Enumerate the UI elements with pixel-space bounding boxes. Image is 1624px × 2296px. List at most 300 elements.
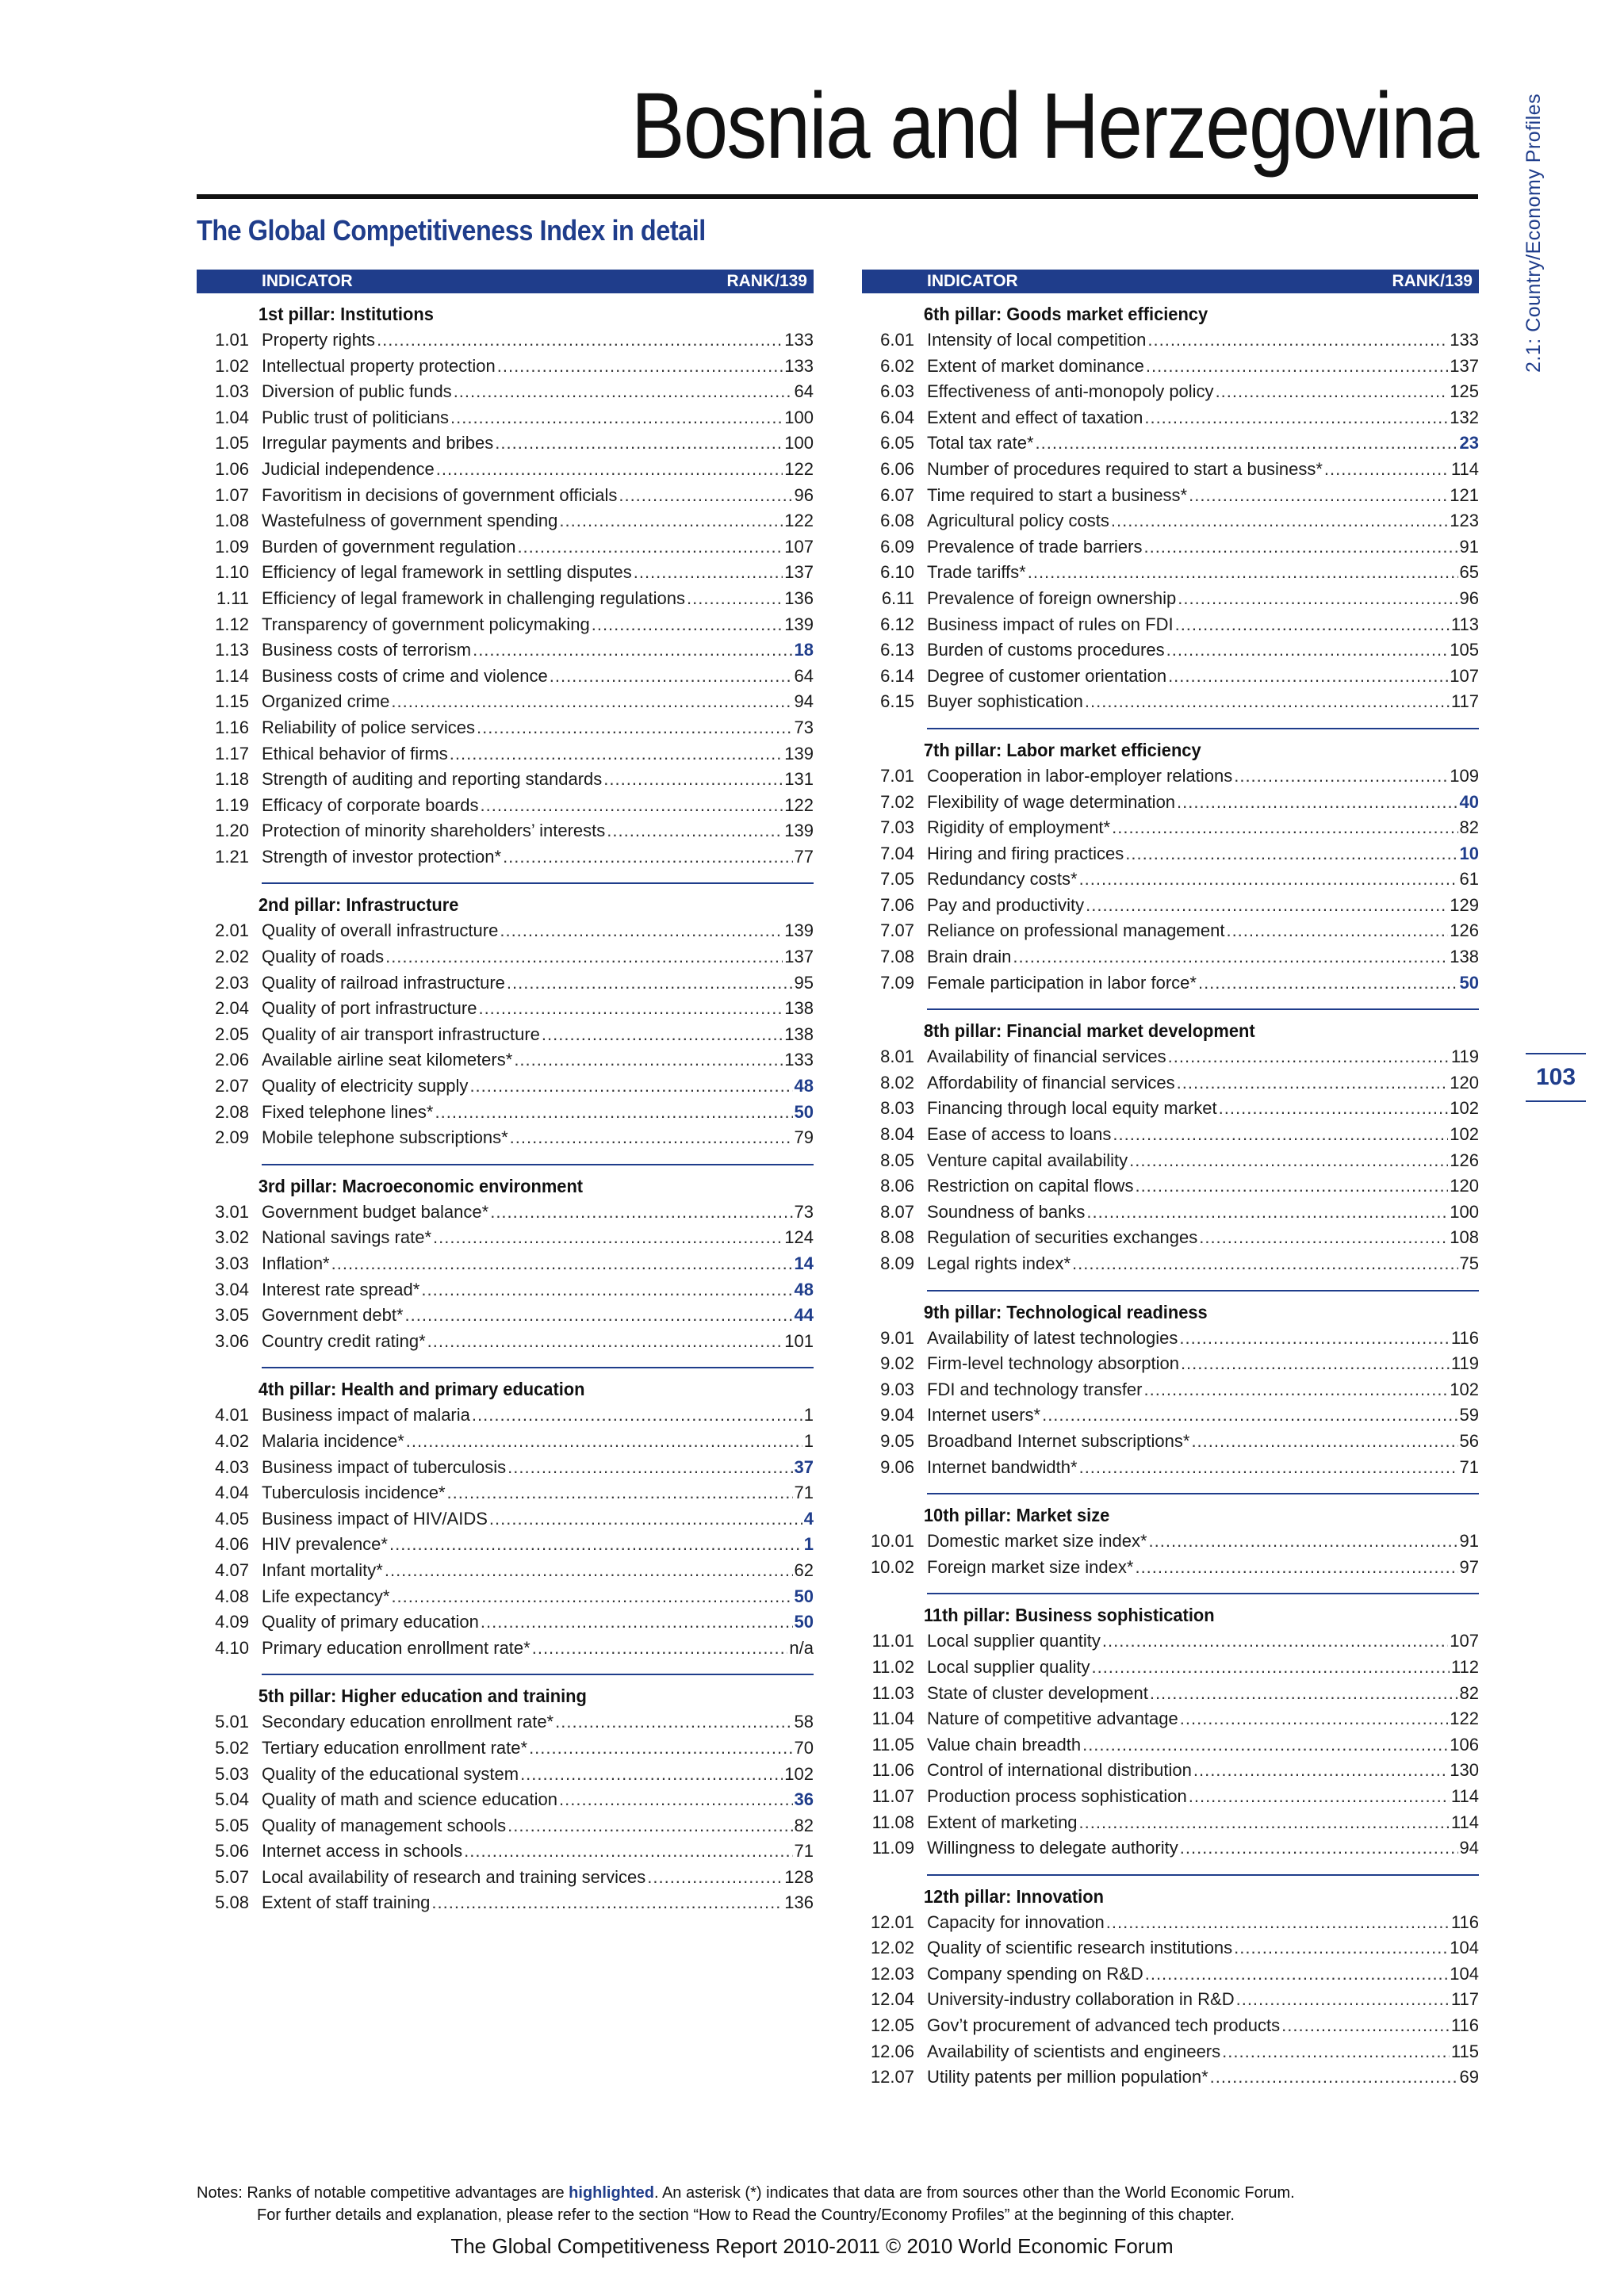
rank-value: 65	[1459, 562, 1479, 583]
dot-leader	[391, 1584, 792, 1610]
indicator-row	[197, 1402, 814, 1429]
rank-value: 96	[794, 484, 814, 505]
pillar-content	[197, 301, 814, 870]
pillar-title: 2nd pillar: Infrastructure	[258, 894, 459, 916]
dot-leader	[1168, 664, 1448, 690]
indicator-code: 2.09	[215, 1127, 249, 1148]
dot-leader	[1234, 763, 1448, 790]
dot-leader	[478, 996, 783, 1022]
rank-value-highlighted: 23	[1459, 433, 1479, 453]
notes-line-2: For further details and explanation, please refer to the section “How to Read the Country/Economy Profiles” at the beginning of this chapter.	[257, 2206, 1235, 2224]
dot-leader	[495, 430, 783, 457]
indicator-label: Quality of port infrastructure	[262, 998, 477, 1019]
indicator-code: 12.04	[870, 1989, 914, 2010]
indicator-code: 11.02	[871, 1656, 914, 1677]
indicator-code: 4.02	[215, 1430, 249, 1451]
indicator-label: Ease of access to loans	[927, 1124, 1112, 1145]
indicator-row	[862, 1200, 1479, 1226]
indicator-label: Local supplier quantity	[927, 1631, 1101, 1651]
indicator-label: Favoritism in decisions of government officials	[262, 484, 618, 505]
indicator-label: Property rights	[262, 330, 376, 350]
dot-leader	[1210, 2064, 1458, 2091]
rank-value: 119	[1450, 1353, 1479, 1374]
rank-value: 107	[1450, 665, 1479, 686]
rank-value: 129	[1450, 894, 1479, 915]
indicator-label: Prevalence of foreign ownership	[927, 587, 1177, 608]
rank-value-highlighted: 37	[794, 1456, 814, 1477]
rank-value: 139	[784, 743, 814, 763]
indicator-code: 2.04	[215, 998, 249, 1019]
indicator-label: State of cluster development	[927, 1682, 1148, 1703]
rank-value: 117	[1450, 1989, 1479, 2010]
indicator-row	[862, 1225, 1479, 1251]
dot-leader	[1181, 1351, 1450, 1377]
indicator-label: Time required to start a business*	[927, 484, 1188, 505]
dot-leader	[1180, 1706, 1449, 1732]
rank-value: 95	[794, 972, 814, 993]
indicator-label: Availability of latest technologies	[927, 1327, 1178, 1348]
rank-value: 117	[1450, 691, 1479, 712]
dot-leader	[508, 1813, 792, 1839]
dot-leader	[490, 1200, 792, 1226]
indicator-label: Number of procedures required to start a business*	[927, 458, 1323, 479]
indicator-code: 5.08	[215, 1892, 249, 1913]
indicator-row	[197, 1200, 814, 1226]
pillar-title: 1st pillar: Institutions	[258, 304, 434, 324]
indicator-code: 7.08	[880, 947, 914, 967]
indicator-code: 6.05	[880, 433, 914, 453]
indicator-row	[862, 354, 1479, 380]
pillar-content	[862, 1018, 1479, 1276]
indicator-code: 2.07	[215, 1076, 249, 1096]
indicator-label: Intensity of local competition	[927, 330, 1147, 350]
rank-value: 58	[794, 1712, 814, 1732]
indicator-row	[197, 1584, 814, 1610]
indicator-code: 8.01	[880, 1047, 914, 1067]
indicator-label: Internet bandwidth*	[927, 1456, 1078, 1477]
rank-value: 122	[1450, 1709, 1479, 1729]
indicator-row	[862, 1173, 1479, 1200]
indicator-label: Strength of investor protection*	[262, 846, 502, 867]
rank-value: 59	[1459, 1405, 1479, 1425]
indicator-code: 2.02	[215, 947, 249, 967]
pillar-section	[880, 1290, 1479, 1481]
indicator-row	[862, 1758, 1479, 1784]
pillar-content	[862, 1884, 1479, 2091]
dot-leader	[1079, 1810, 1450, 1836]
notes-line-1	[197, 2182, 1481, 2204]
indicator-label: Broadband Internet subscriptions*	[927, 1430, 1190, 1451]
dot-leader	[1143, 534, 1457, 561]
rank-value-highlighted: 14	[794, 1253, 814, 1273]
pillar-content	[197, 1173, 814, 1355]
dot-leader	[454, 379, 793, 405]
pillar-section	[215, 1164, 814, 1355]
dot-leader	[603, 767, 783, 793]
indicator-code: 2.05	[215, 1024, 249, 1044]
right-table-body	[862, 293, 1479, 2091]
indicator-code: 2.03	[215, 972, 249, 993]
rank-value: 1	[803, 1430, 814, 1451]
dot-leader	[489, 1506, 802, 1533]
pillar-content	[862, 737, 1479, 996]
indicator-label: Business costs of crime and violence	[262, 665, 548, 686]
indicator-label: Protection of minority shareholders’ interests	[262, 821, 606, 841]
indicator-row	[197, 1022, 814, 1048]
indicator-label: Affordability of financial services	[927, 1072, 1175, 1093]
indicator-label: Quality of scientific research institutions	[927, 1938, 1233, 1958]
indicator-code: 6.01	[880, 330, 914, 350]
rank-value: 71	[1459, 1456, 1479, 1477]
rank-value-highlighted: 40	[1459, 791, 1479, 812]
indicator-code: 1.06	[215, 458, 249, 479]
indicator-code: 6.07	[880, 484, 914, 505]
indicator-row	[862, 1070, 1479, 1096]
indicator-label: Degree of customer orientation	[927, 665, 1167, 686]
indicator-label: Life expectancy*	[262, 1586, 390, 1606]
indicator-label: National savings rate*	[262, 1227, 432, 1248]
dot-leader	[510, 1125, 793, 1151]
indicator-row	[862, 1810, 1479, 1836]
rank-value: 120	[1450, 1176, 1479, 1196]
rank-value: 139	[784, 920, 814, 941]
indicator-row	[862, 815, 1479, 841]
indicator-row	[862, 1628, 1479, 1655]
indicator-row	[862, 893, 1479, 919]
rank-value: 75	[1459, 1253, 1479, 1273]
country-title: Bosnia and Herzegovina	[631, 74, 1478, 178]
indicator-label: Business impact of malaria	[262, 1405, 470, 1425]
indicator-label: Tuberculosis incidence*	[262, 1483, 446, 1503]
indicator-row	[862, 763, 1479, 790]
dot-leader	[500, 918, 783, 944]
indicator-code: 1.12	[215, 614, 249, 634]
indicator-label: Internet users*	[927, 1405, 1041, 1425]
table-header-right	[862, 270, 1479, 293]
indicator-code: 7.06	[880, 894, 914, 915]
pillar-title: 4th pillar: Health and primary education	[258, 1379, 585, 1400]
indicator-row	[862, 379, 1479, 405]
indicator-row	[197, 1251, 814, 1277]
indicator-row	[862, 534, 1479, 561]
indicator-label: Effectiveness of anti-monopoly policy	[927, 381, 1214, 402]
notes-highlight-word: highlighted	[569, 2184, 654, 2202]
dot-leader	[542, 1022, 783, 1048]
pillar-section	[862, 293, 1479, 715]
dot-leader	[507, 970, 793, 997]
indicator-row	[862, 1529, 1479, 1555]
indicator-row	[862, 918, 1479, 944]
side-chapter-label: 2.1: Country/Economy Profiles	[1522, 93, 1545, 373]
indicator-row	[862, 867, 1479, 893]
rank-value: 133	[784, 355, 814, 376]
rank-value: 107	[784, 536, 814, 557]
dot-leader	[1129, 1148, 1448, 1174]
indicator-code: 4.01	[215, 1405, 249, 1425]
dot-leader	[1193, 1758, 1448, 1784]
indicator-label: Reliability of police services	[262, 717, 475, 737]
indicator-label: Buyer sophistication	[927, 691, 1083, 712]
dot-leader	[1125, 841, 1457, 867]
rank-value: 122	[784, 511, 814, 531]
indicator-row	[862, 560, 1479, 586]
indicator-row	[862, 1455, 1479, 1481]
rank-value: 96	[1459, 587, 1479, 608]
indicator-row	[197, 1532, 814, 1558]
indicator-row	[197, 1047, 814, 1073]
rank-value-highlighted: 36	[794, 1789, 814, 1810]
indicator-row	[197, 793, 814, 819]
dot-leader	[1102, 1628, 1448, 1655]
indicator-code: 6.12	[880, 614, 914, 634]
rank-value: 108	[1450, 1227, 1479, 1248]
rank-value: 100	[1450, 1201, 1479, 1222]
indicator-code: 6.15	[880, 691, 914, 712]
dot-leader	[1222, 2039, 1450, 2065]
indicator-label: Quality of roads	[262, 947, 385, 967]
rank-value: 113	[1450, 614, 1479, 634]
pillar-section	[870, 1493, 1479, 1580]
footer: The Global Competitiveness Report 2010-2011 © 2010 World Economic Forum	[450, 2234, 1174, 2258]
indicator-row	[862, 2064, 1479, 2091]
rank-value: 104	[1450, 1963, 1479, 1984]
rank-value: 73	[794, 1201, 814, 1222]
dot-leader	[481, 1609, 793, 1636]
indicator-row	[862, 508, 1479, 534]
indicator-label: Intellectual property protection	[262, 355, 496, 376]
indicator-label: Quality of overall infrastructure	[262, 920, 499, 941]
indicator-row	[862, 586, 1479, 612]
pillar-title: 5th pillar: Higher education and training	[258, 1686, 587, 1707]
indicator-label: Business impact of rules on FDI	[927, 614, 1174, 634]
pillar-title: 6th pillar: Goods market efficiency	[923, 304, 1208, 324]
indicator-code: 4.10	[215, 1637, 249, 1658]
indicator-row	[197, 1787, 814, 1813]
indicator-label: Inflation*	[262, 1253, 330, 1273]
dot-leader	[377, 327, 783, 354]
indicator-code: 7.03	[880, 817, 914, 838]
pillar-content	[862, 1299, 1479, 1481]
indicator-label: Quality of math and science education	[262, 1789, 558, 1810]
indicator-row	[197, 1277, 814, 1303]
dot-leader	[555, 1709, 792, 1735]
dot-leader	[497, 354, 783, 380]
rank-value: 102	[1450, 1098, 1479, 1119]
dot-leader	[1111, 508, 1448, 534]
dot-leader	[1079, 867, 1458, 893]
indicator-label: Government debt*	[262, 1305, 404, 1326]
indicator-label: Extent of market dominance	[927, 355, 1144, 376]
rank-value-highlighted: 50	[794, 1101, 814, 1122]
dot-leader	[405, 1303, 793, 1329]
indicator-row	[862, 1044, 1479, 1070]
dot-leader	[1086, 1200, 1448, 1226]
rank-value-highlighted: 18	[794, 640, 814, 660]
dot-leader	[634, 560, 783, 586]
pillar-section	[880, 1008, 1479, 1276]
indicator-code: 6.14	[880, 665, 914, 686]
indicator-label: Production process sophistication	[927, 1785, 1187, 1806]
dot-leader	[421, 1277, 792, 1303]
pillar-title: 8th pillar: Financial market development	[923, 1020, 1255, 1042]
indicator-row	[197, 818, 814, 844]
indicator-code: 1.19	[215, 794, 249, 815]
rank-value: 124	[784, 1227, 814, 1248]
dot-leader	[1028, 560, 1458, 586]
indicator-label: Diversion of public funds	[262, 381, 452, 402]
indicator-code: 5.04	[215, 1789, 249, 1810]
indicator-code: 5.05	[215, 1815, 249, 1835]
indicator-label: Internet access in schools	[262, 1841, 463, 1862]
pillar-title: 7th pillar: Labor market efficiency	[923, 739, 1201, 760]
dot-leader	[1013, 944, 1448, 970]
indicator-row	[197, 483, 814, 509]
indicator-row	[197, 405, 814, 431]
rank-value: 82	[1459, 1682, 1479, 1703]
indicator-code: 12.01	[870, 1911, 914, 1932]
indicator-code: 6.06	[880, 458, 914, 479]
rank-value: 116	[1450, 1911, 1479, 1932]
indicator-label: Agricultural policy costs	[927, 511, 1109, 531]
indicator-code: 12.07	[870, 2067, 914, 2087]
indicator-row	[197, 1303, 814, 1329]
indicator-row	[197, 1480, 814, 1506]
indicator-code: 1.16	[215, 717, 249, 737]
rank-value: 82	[1459, 817, 1479, 838]
indicator-code: 8.05	[880, 1150, 914, 1170]
indicator-row	[862, 1910, 1479, 1936]
indicator-label: Quality of air transport infrastructure	[262, 1024, 540, 1044]
indicator-row	[197, 664, 814, 690]
dot-leader	[532, 1636, 788, 1662]
indicator-code: 1.11	[216, 587, 249, 608]
indicator-row	[862, 970, 1479, 997]
pillar-section	[215, 1674, 814, 1916]
indicator-code: 7.02	[880, 791, 914, 812]
indicator-label: Availability of scientists and engineers	[927, 2041, 1221, 2061]
indicator-row	[197, 560, 814, 586]
rank-value: 94	[1459, 1838, 1479, 1858]
indicator-code: 7.04	[880, 843, 914, 863]
rank-value-highlighted: 50	[794, 1612, 814, 1632]
rank-value: 114	[1450, 1785, 1479, 1806]
dot-leader	[433, 1225, 783, 1251]
rank-value: 91	[1459, 536, 1479, 557]
rank-value: 139	[784, 614, 814, 634]
indicator-row	[197, 1100, 814, 1126]
dot-leader	[508, 1455, 792, 1481]
indicator-code: 7.05	[880, 869, 914, 890]
indicator-label: Company spending on R&D	[927, 1963, 1143, 1984]
indicator-code: 9.04	[880, 1405, 914, 1425]
indicator-row	[197, 1865, 814, 1891]
indicator-row	[197, 944, 814, 970]
indicator-code: 6.02	[880, 355, 914, 376]
rank-value: 71	[794, 1483, 814, 1503]
rank-value: 100	[784, 433, 814, 453]
dot-leader	[1072, 1251, 1458, 1277]
indicator-code: 4.04	[215, 1483, 249, 1503]
indicator-row	[197, 1735, 814, 1762]
rank-value: 126	[1450, 1150, 1479, 1170]
rank-value: 104	[1450, 1938, 1479, 1958]
indicator-label: Value chain breadth	[927, 1734, 1082, 1755]
rank-value: 73	[794, 717, 814, 737]
indicator-code: 1.09	[215, 536, 249, 557]
indicator-row	[862, 1784, 1479, 1810]
dot-leader	[1226, 918, 1448, 944]
dot-leader	[503, 844, 792, 871]
dot-leader	[619, 483, 792, 509]
indicator-code: 2.06	[215, 1050, 249, 1070]
indicator-code: 11.05	[871, 1734, 914, 1755]
dot-leader	[1219, 1096, 1449, 1122]
dot-leader	[1150, 1681, 1458, 1707]
indicator-code: 7.07	[880, 920, 914, 941]
rank-value: 137	[784, 947, 814, 967]
indicator-label: Hiring and firing practices	[927, 843, 1124, 863]
dot-leader	[1144, 405, 1448, 431]
dot-leader	[559, 1787, 793, 1813]
dot-leader	[592, 612, 783, 638]
dot-leader	[1198, 970, 1458, 997]
indicator-label: Trade tariffs*	[927, 562, 1026, 583]
indicator-code: 1.13	[215, 640, 249, 660]
pillar-content	[197, 1683, 814, 1916]
indicator-code: 10.01	[870, 1531, 914, 1552]
indicator-row	[862, 1402, 1479, 1429]
pillar-title: 3rd pillar: Macroeconomic environment	[258, 1175, 584, 1196]
rank-value: 64	[794, 381, 814, 402]
indicator-label: Government budget balance*	[262, 1201, 489, 1222]
indicator-label: Extent of marketing	[927, 1812, 1078, 1832]
indicator-row	[197, 741, 814, 767]
indicator-code: 8.08	[880, 1227, 914, 1248]
indicator-code: 8.03	[880, 1098, 914, 1119]
dot-leader	[1189, 483, 1448, 509]
dot-leader	[550, 664, 793, 690]
dot-leader	[1179, 1326, 1450, 1352]
indicator-label: Domestic market size index*	[927, 1531, 1147, 1552]
right-column	[862, 270, 1479, 2091]
dot-leader	[431, 1890, 783, 1916]
rank-value-highlighted: 44	[794, 1305, 814, 1326]
rank-header: RANK/139	[726, 272, 807, 290]
indicator-code: 1.18	[215, 769, 249, 790]
rank-value: 105	[1450, 640, 1479, 660]
indicator-row	[862, 483, 1479, 509]
indicator-row	[197, 1329, 814, 1355]
indicator-code: 3.02	[215, 1227, 249, 1248]
dot-leader	[514, 1047, 783, 1073]
indicator-code: 3.04	[215, 1279, 249, 1299]
indicator-label: Quality of the educational system	[262, 1763, 519, 1784]
rank-value: 102	[784, 1763, 814, 1784]
indicator-row	[862, 664, 1479, 690]
rank-value: 139	[784, 821, 814, 841]
indicator-row	[862, 1251, 1479, 1277]
rank-value-highlighted: 1	[803, 1534, 814, 1555]
rank-value: 70	[794, 1737, 814, 1758]
indicator-code: 11.04	[871, 1709, 914, 1729]
rank-value: 122	[784, 458, 814, 479]
indicator-code: 5.07	[215, 1866, 249, 1887]
indicator-row	[197, 1455, 814, 1481]
indicator-row	[862, 1835, 1479, 1862]
indicator-code: 3.06	[215, 1330, 249, 1351]
pillar-title: 10th pillar: Market size	[923, 1505, 1110, 1526]
rank-value: 136	[784, 587, 814, 608]
